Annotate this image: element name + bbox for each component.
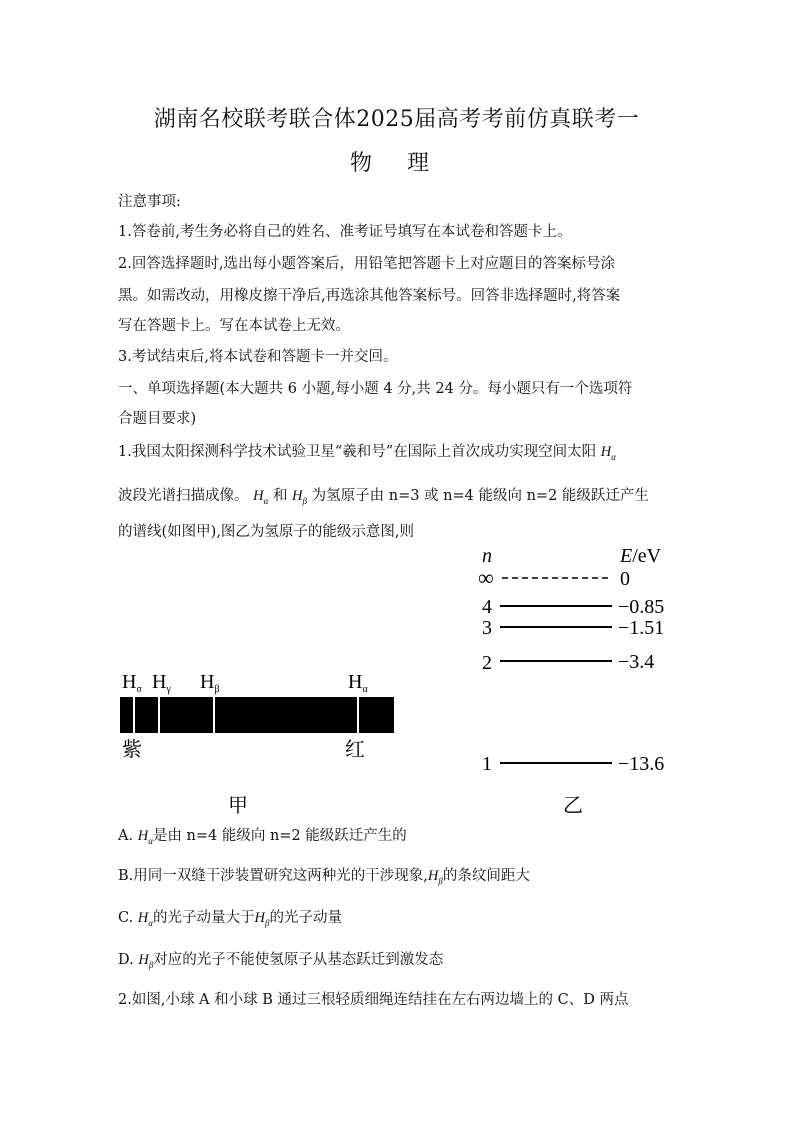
- level-n-label: 4: [482, 596, 492, 618]
- exam-subject: 物 理: [350, 151, 443, 176]
- section-heading-line1: 一、单项选择题(本大题共 6 小题,每小题 4 分,共 24 分。每小题只有一个选项符: [118, 381, 633, 397]
- note-line-2: 2.回答选择题时,选出每小题答案后，用铅笔把答题卡上对应题目的答案标号涂: [118, 256, 615, 272]
- h-alpha-symbol: $H_\alpha$: [137, 828, 153, 846]
- exam-title: 湖南名校联考联合体2025届高考考前仿真联考一: [153, 107, 640, 132]
- energy-level-diagram: [470, 540, 690, 820]
- energy-axis-label: E/eV: [620, 545, 662, 567]
- h-alpha-symbol: $H_\alpha$: [253, 488, 269, 506]
- note-line-3: 黑。如需改动，用橡皮擦干净后,再选涂其他答案标号。回答非选择题时,将答案: [118, 288, 621, 304]
- spectrum-figure: [110, 660, 410, 820]
- h-beta-symbol: $H_\beta$: [292, 488, 308, 506]
- note-line-5: 3.考试结束后,将本试卷和答题卡一并交回。: [118, 349, 398, 365]
- option-c: C. $H_\alpha$的光子动量大于$H_\beta$的光子动量: [118, 910, 342, 928]
- q1-text: 为氢原子由 n=3 或 n=4 能级向 n=2 能级跃迁产生: [311, 488, 649, 504]
- level-n-label: 2: [482, 652, 492, 674]
- spectrum-line-label: $H_\alpha$: [348, 671, 368, 695]
- q1-text: 波段光谱扫描成像。: [118, 488, 249, 504]
- h-beta-symbol: $H_\beta$: [138, 952, 154, 970]
- q1-line-1: [118, 440, 616, 462]
- level-n-label: 3: [482, 617, 492, 639]
- option-d: D. $H_\beta$对应的光子不能使氢原子从基态跃迁到激发态: [118, 952, 444, 970]
- figure-caption-jia: 甲: [228, 795, 248, 817]
- h-beta-symbol: $H_\beta$: [427, 868, 443, 886]
- q1-text: 1.我国太阳探测科学技术试验卫星“羲和号”在国际上首次成功实现空间太阳: [118, 444, 597, 460]
- q1-line-3: 的谱线(如图甲),图乙为氢原子的能级示意图,则: [118, 524, 415, 540]
- figure-caption-yi: 乙: [563, 795, 583, 817]
- note-line-1: 1.答卷前,考生务必将自己的姓名、准考证号填写在本试卷和答题卡上。: [118, 224, 572, 240]
- spectrum-line-label: $H_\beta$: [200, 671, 220, 695]
- red-label: 红: [345, 739, 365, 761]
- n-axis-label: n: [482, 545, 492, 567]
- notes-heading: 注意事项:: [118, 194, 181, 210]
- level-energy-label: −13.6: [618, 753, 665, 775]
- q1-text: 和: [272, 488, 288, 504]
- level-energy-label: −3.4: [618, 651, 655, 673]
- spectrum-band: [120, 697, 394, 733]
- note-line-4: 写在答题卡上。写在本试卷上无效。: [118, 318, 350, 334]
- section-heading-line2: 合题目要求): [118, 411, 197, 427]
- h-alpha-symbol: $H_\alpha$: [137, 910, 154, 928]
- level-n-label: ∞: [478, 565, 494, 590]
- option-b: B.用同一双缝干涉装置研究这两种光的干涉现象$,H_\beta$的条纹间距大: [118, 868, 530, 886]
- q1-line-2: [118, 484, 649, 506]
- option-a: A. $H_\alpha$是由 n=4 能级向 n=2 能级跃迁产生的: [118, 828, 407, 846]
- h-alpha-symbol: $H_\alpha$: [600, 444, 616, 462]
- h-beta-symbol: $H_\beta$: [254, 910, 270, 928]
- level-n-label: 1: [482, 753, 492, 775]
- level-energy-label: −1.51: [618, 617, 665, 639]
- spectrum-line-label: $H_\gamma$: [152, 671, 171, 695]
- spectrum-line-label: $H_\sigma$: [122, 671, 142, 695]
- violet-label: 紫: [122, 739, 142, 761]
- level-energy-label: 0: [620, 568, 630, 590]
- q2-line-1: 2.如图,小球 A 和小球 B 通过三根轻质细绳连结挂在左右两边墙上的 C、D 两点: [118, 992, 629, 1008]
- level-energy-label: −0.85: [618, 596, 665, 618]
